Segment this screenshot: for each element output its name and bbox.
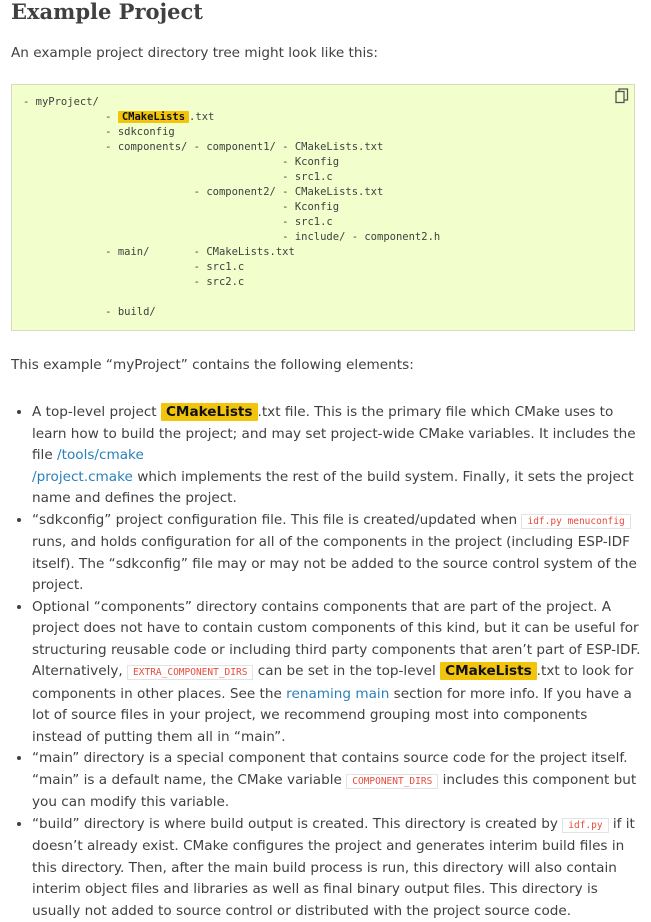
code-line: - myProject/ <box>23 96 99 108</box>
code-line: - components/ - component1/ - CMakeLists.txt <box>23 141 383 153</box>
list-item: • “sdkconfig” project configuration file. This file is created/updated when idf.py menuconfig runs, and holds configuration for all of the components in the project (including ESP-IDF itself). The “sdkconfig” file may or may not be added to the source control system of the project. <box>32 510 641 597</box>
code-line: - src1.c <box>23 171 333 183</box>
code-line: - Kconfig <box>23 201 339 213</box>
code-line: - src2.c <box>23 276 244 288</box>
code-line: - src1.c <box>23 216 333 228</box>
list-item: • Optional “components” directory contains components that are part of the project. A project does not have to contain custom components of this kind, but it can be useful for structuring reusable code or including third party components that aren’t part of ESP-IDF. Alternatively, EXTRA_COMPONENT_DIRS can be set in the top-level CMakeLists .txt to look for components in other places. See the renaming main section for more info. If you have a lot of source files in your project, we recommend grouping most into components instead of putting them all in “main”. <box>32 597 641 749</box>
code-line: - build/ <box>23 306 156 318</box>
elements-intro: This example “myProject” contains the following elements: <box>11 356 651 374</box>
code-line: - CMakeLists .txt <box>23 111 214 123</box>
code-line: - sdkconfig <box>23 126 175 138</box>
inline-code: EXTRA_COMPONENT_DIRS <box>127 665 253 680</box>
code-line: - src1.c <box>23 261 244 273</box>
inline-link[interactable]: /project.cmake <box>32 469 133 485</box>
code-line: - include/ - component2.h <box>23 231 440 243</box>
directory-tree-code <box>23 95 440 320</box>
code-line: - main/ - CMakeLists.txt <box>23 246 295 258</box>
code-line: - Kconfig <box>23 156 339 168</box>
code-block <box>11 84 635 331</box>
inline-link[interactable]: /tools/cmake <box>57 447 144 463</box>
list-item: • “main” directory is a special component that contains source code for the project itself. “main” is a default name, the CMake variable COMPONENT_DIRS includes this component but you can modify this variable. <box>32 748 641 814</box>
elements-list <box>11 402 641 922</box>
code-line: - component2/ - CMakeLists.txt <box>23 186 383 198</box>
copy-icon[interactable] <box>615 88 629 104</box>
intro-text: An example project directory tree might look like this: <box>11 44 651 62</box>
search-highlight: CMakeLists <box>161 403 258 421</box>
list-item: • “build” directory is where build output is created. This directory is created by idf.py if it doesn’t already exist. CMake configures the project and generates interim build files in this directory. Then, after the main build process is run, this directory will also contain interim object files and libraries as well as final binary output files. This directory is usually not added to source control or distributed with the project source code. <box>32 814 641 922</box>
inline-code: COMPONENT_DIRS <box>346 774 438 789</box>
search-highlight: CMakeLists <box>440 662 537 680</box>
page-title: Example Project <box>11 0 651 27</box>
inline-code: idf.py menuconfig <box>521 514 630 529</box>
inline-code: idf.py <box>562 818 608 833</box>
search-highlight: CMakeLists <box>118 111 189 123</box>
list-item: • A top-level project CMakeLists .txt file. This is the primary file which CMake uses to learn how to build the project; and may set project-wide CMake variables. It includes the file /tools/cmake /project.cmake which implements the rest of the build system. Finally, it sets the project name and defines the project. <box>32 402 641 510</box>
inline-link[interactable]: renaming main <box>286 686 389 702</box>
